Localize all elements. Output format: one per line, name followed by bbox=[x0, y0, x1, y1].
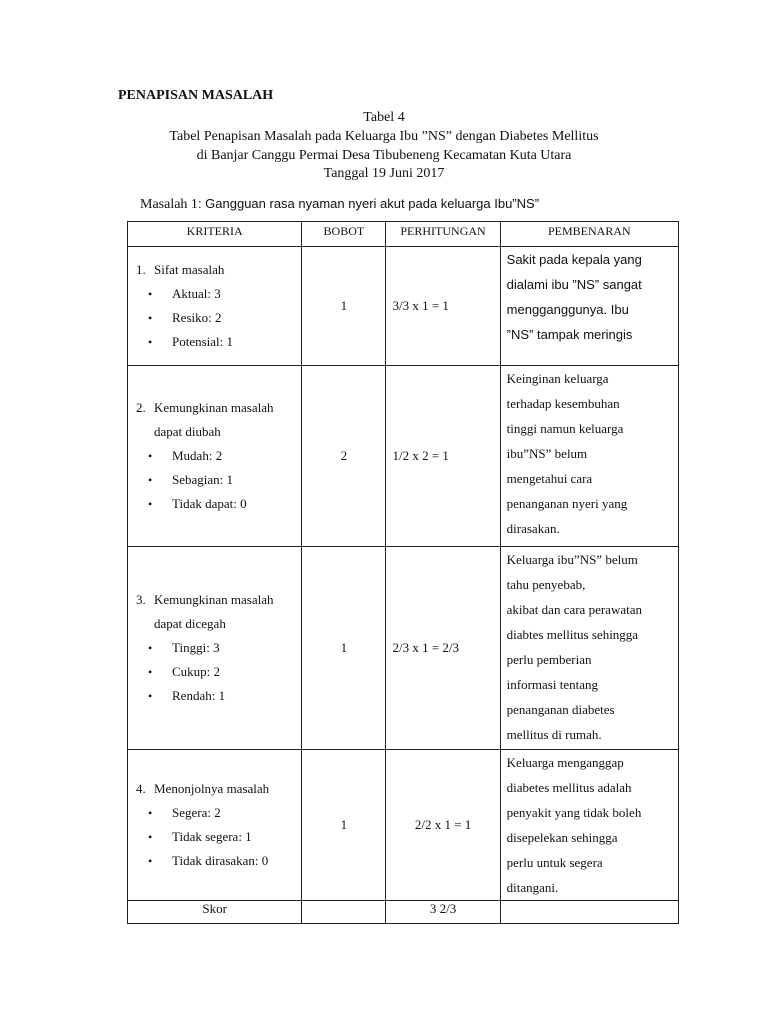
criteria-options bbox=[136, 282, 301, 354]
table-row bbox=[128, 247, 679, 366]
justification-line: tahu penyebab, bbox=[506, 577, 586, 592]
criteria-options bbox=[136, 444, 301, 516]
table-caption-line-2: di Banjar Canggu Permai Desa Tibubeneng Kecamatan Kuta Utara bbox=[196, 148, 572, 163]
header-kriteria: KRITERIA bbox=[128, 222, 302, 247]
criteria-number: 2. bbox=[136, 400, 146, 415]
header-perhitungan: PERHITUNGAN bbox=[386, 222, 500, 247]
problem-text: : Gangguan rasa nyaman nyeri akut pada keluarga Ibu”NS” bbox=[197, 196, 540, 211]
criteria-option: • Potensial: 1 bbox=[148, 330, 301, 354]
score-label: Skor bbox=[128, 901, 302, 924]
score-justification-empty bbox=[500, 901, 678, 924]
criteria-option: • Mudah: 2 bbox=[148, 444, 301, 468]
justification-line: penanganan nyeri yang bbox=[506, 496, 628, 511]
score-row bbox=[128, 901, 679, 924]
justification-cell bbox=[500, 750, 678, 901]
table-header-row bbox=[128, 222, 679, 247]
justification-line: penyakit yang tidak boleh bbox=[506, 805, 642, 820]
criteria-option: • Sebagian: 1 bbox=[148, 468, 301, 492]
justification-line: Keinginan keluarga bbox=[506, 371, 609, 386]
criteria-title: Menonjolnya masalah bbox=[154, 781, 270, 796]
calc-cell: 2/3 x 1 = 2/3 bbox=[386, 547, 500, 750]
problem-prefix: Masalah 1 bbox=[140, 197, 198, 212]
table-row bbox=[128, 750, 679, 901]
criteria-option: • Segera: 2 bbox=[148, 801, 301, 825]
criteria-cell bbox=[128, 547, 302, 750]
bobot-cell: 1 bbox=[302, 750, 386, 901]
justification-cell bbox=[500, 247, 678, 366]
criteria-title-continued: dapat dicegah bbox=[154, 616, 226, 631]
criteria-option: • Tidak dirasakan: 0 bbox=[148, 849, 301, 873]
justification-line: Keluarga ibu”NS” belum bbox=[506, 552, 638, 567]
criteria-number: 1. bbox=[136, 262, 146, 277]
justification-line: ditangani. bbox=[506, 880, 559, 895]
justification-line: Keluarga menganggap bbox=[506, 755, 624, 770]
justification-line: perlu pemberian bbox=[506, 652, 592, 667]
criteria-cell bbox=[128, 366, 302, 547]
justification-line: akibat dan cara perawatan bbox=[506, 602, 642, 617]
table-caption-line-1: Tabel Penapisan Masalah pada Keluarga Ibu ”NS” dengan Diabetes Mellitus bbox=[169, 129, 599, 144]
criteria-title-continued: dapat diubah bbox=[154, 424, 221, 439]
justification-line: mengetahui cara bbox=[506, 471, 593, 486]
criteria-number: 3. bbox=[136, 592, 146, 607]
justification-line: disepelekan sehingga bbox=[506, 830, 618, 845]
justification-line: perlu untuk segera bbox=[506, 855, 603, 870]
score-value: 3 2/3 bbox=[386, 901, 500, 924]
criteria-option: • Tidak dapat: 0 bbox=[148, 492, 301, 516]
criteria-option: • Tidak segera: 1 bbox=[148, 825, 301, 849]
criteria-options bbox=[136, 636, 301, 708]
header-bobot: BOBOT bbox=[302, 222, 386, 247]
score-bobot-empty bbox=[302, 901, 386, 924]
justification-line: Sakit pada kepala yang bbox=[506, 252, 642, 267]
calc-cell: 2/2 x 1 = 1 bbox=[386, 750, 500, 901]
criteria-cell bbox=[128, 750, 302, 901]
bobot-cell: 1 bbox=[302, 547, 386, 750]
justification-cell bbox=[500, 547, 678, 750]
justification-line: diabetes mellitus adalah bbox=[506, 780, 632, 795]
table-label: Tabel 4 bbox=[363, 110, 405, 125]
justification-line: mellitus di rumah. bbox=[506, 727, 602, 742]
table-row bbox=[128, 547, 679, 750]
criteria-option: • Rendah: 1 bbox=[148, 684, 301, 708]
criteria-title: Kemungkinan masalah bbox=[154, 592, 274, 607]
calc-cell: 1/2 x 2 = 1 bbox=[386, 366, 500, 547]
justification-line: dialami ibu ”NS” sangat bbox=[506, 277, 642, 292]
screening-table bbox=[127, 221, 679, 924]
criteria-number: 4. bbox=[136, 781, 146, 796]
section-heading: PENAPISAN MASALAH bbox=[118, 88, 274, 103]
justification-line: tinggi namun keluarga bbox=[506, 421, 624, 436]
justification-line: informasi tentang bbox=[506, 677, 598, 692]
justification-line: dirasakan. bbox=[506, 521, 560, 536]
criteria-option: • Tinggi: 3 bbox=[148, 636, 301, 660]
bobot-cell: 2 bbox=[302, 366, 386, 547]
criteria-title: Sifat masalah bbox=[154, 262, 225, 277]
bobot-cell: 1 bbox=[302, 247, 386, 366]
criteria-option: • Cukup: 2 bbox=[148, 660, 301, 684]
justification-line: diabtes mellitus sehingga bbox=[506, 627, 639, 642]
justification-line: ”NS” tampak meringis bbox=[506, 327, 633, 342]
table-row bbox=[128, 366, 679, 547]
justification-line: ibu”NS” belum bbox=[506, 446, 588, 461]
header-pembenaran: PEMBENARAN bbox=[500, 222, 678, 247]
problem-statement bbox=[140, 196, 539, 213]
justification-line: terhadap kesembuhan bbox=[506, 396, 620, 411]
criteria-title: Kemungkinan masalah bbox=[154, 400, 274, 415]
justification-line: penanganan diabetes bbox=[506, 702, 615, 717]
criteria-options bbox=[136, 801, 301, 873]
justification-cell bbox=[500, 366, 678, 547]
criteria-cell bbox=[128, 247, 302, 366]
table-caption-date: Tanggal 19 Juni 2017 bbox=[323, 166, 445, 181]
calc-cell: 3/3 x 1 = 1 bbox=[386, 247, 500, 366]
criteria-option: • Resiko: 2 bbox=[148, 306, 301, 330]
justification-line: mengganggunya. Ibu bbox=[506, 302, 629, 317]
criteria-option: • Aktual: 3 bbox=[148, 282, 301, 306]
